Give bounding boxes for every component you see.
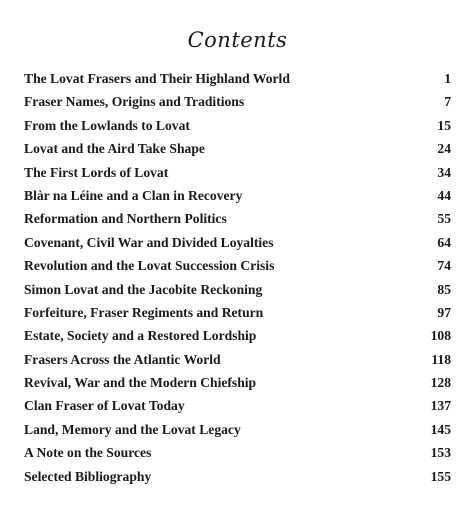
toc-entry[interactable] [24,301,451,324]
toc-entry[interactable] [24,418,451,441]
toc-entry-title: Selected Bibliography [24,468,152,484]
toc-entry-page-number: 1 [444,71,451,86]
toc-entry[interactable] [24,254,451,277]
toc-entry-page-number: 34 [437,164,451,180]
toc-entry[interactable] [24,137,451,160]
toc-entry-title: Estate, Society and a Restored Lordship [24,328,257,344]
toc-entry-page-number: 44 [437,187,451,203]
page-title: Contents [187,28,288,52]
table-of-contents [24,67,451,488]
toc-entry-title: From the Lowlands to Lovat [24,117,190,133]
toc-entry-title: Revolution and the Lovat Succession Crisis [24,258,275,274]
toc-entry[interactable] [24,90,451,113]
toc-entry-title: Clan Fraser of Lovat Today [24,398,185,414]
toc-entry-page-number: 55 [437,211,451,227]
toc-entry-title: Frasers Across the Atlantic World [24,351,221,367]
toc-entry-title: Blàr na Léine and a Clan in Recovery [24,187,243,203]
toc-entry-page-number: 145 [430,421,451,437]
toc-entry-title: Fraser Names, Origins and Traditions [24,94,245,110]
toc-entry-page-number: 74 [437,258,451,274]
toc-entry[interactable] [24,207,451,230]
toc-entry[interactable] [24,184,451,207]
toc-entry-title: Covenant, Civil War and Divided Loyalties [24,234,274,250]
toc-entry[interactable] [24,67,451,90]
toc-entry[interactable] [24,441,451,464]
toc-entry[interactable] [24,465,451,488]
toc-entry-page-number: 137 [430,398,451,414]
toc-entry-title: Forfeiture, Fraser Regiments and Return [24,304,264,320]
toc-entry[interactable] [24,324,451,347]
toc-entry-title: The First Lords of Lovat [24,164,169,180]
toc-entry-page-number: 85 [437,281,451,297]
toc-entry-page-number: 128 [430,375,451,391]
toc-entry-title: A Note on the Sources [24,445,152,461]
toc-entry-page-number: 64 [437,234,451,250]
toc-entry[interactable] [24,371,451,394]
toc-entry[interactable] [24,278,451,301]
toc-entry-page-number: 118 [431,351,451,367]
toc-entry[interactable] [24,161,451,184]
toc-entry[interactable] [24,394,451,417]
toc-entry-title: Reformation and Northern Politics [24,211,227,227]
toc-entry-page-number: 97 [437,304,451,320]
toc-entry-page-number: 153 [430,445,451,461]
toc-entry-title: Revival, War and the Modern Chiefship [24,375,257,391]
toc-entry-title: Land, Memory and the Lovat Legacy [24,421,241,437]
toc-entry[interactable] [24,231,451,254]
toc-entry-page-number: 108 [430,328,451,344]
toc-entry[interactable] [24,114,451,137]
toc-entry[interactable] [24,348,451,371]
toc-entry-page-number: 15 [437,117,451,133]
toc-entry-title: Lovat and the Aird Take Shape [24,141,205,157]
toc-entry-page-number: 7 [444,94,451,110]
toc-entry-page-number: 155 [430,468,451,484]
toc-entry-page-number: 24 [437,141,451,157]
toc-entry-title: The Lovat Frasers and Their Highland World [24,71,290,86]
toc-entry-title: Simon Lovat and the Jacobite Reckoning [24,281,263,297]
